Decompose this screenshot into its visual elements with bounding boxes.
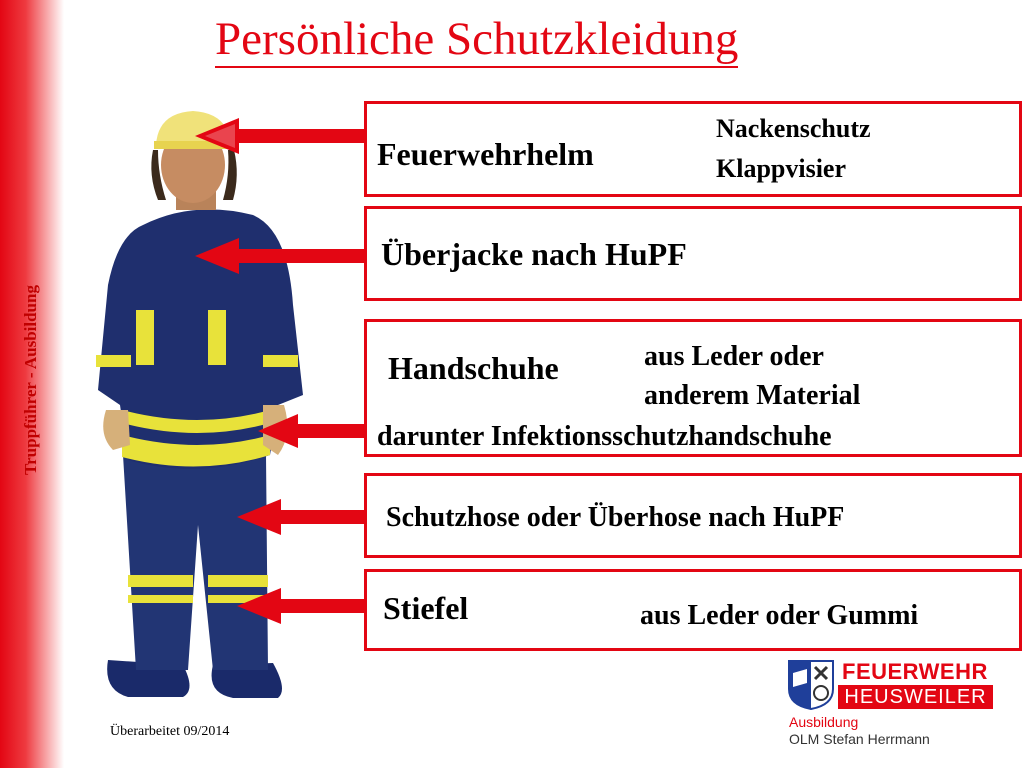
- item-detail-gloves-1: aus Leder oder: [644, 341, 824, 372]
- logo-line4: OLM Stefan Herrmann: [789, 731, 930, 747]
- logo-block: [787, 659, 997, 749]
- item-box-helmet: [364, 101, 1022, 197]
- item-label-helmet: Feuerwehrhelm: [377, 136, 594, 172]
- item-box-jacket: [364, 206, 1022, 301]
- item-detail-gloves-2: anderem Material: [644, 380, 861, 411]
- page-title: Persönliche Schutzkleidung: [215, 14, 738, 68]
- arrow-gloves: [258, 414, 368, 448]
- item-box-boots: [364, 569, 1022, 651]
- item-detail-helmet-2: Klappvisier: [716, 154, 847, 183]
- arrow-boots: [237, 588, 367, 624]
- footer-revision: Überarbeitet 09/2014: [110, 724, 230, 739]
- logo-line1: FEUERWEHR: [842, 659, 988, 684]
- logo-line2: HEUSWEILER: [838, 685, 993, 709]
- item-note-gloves: darunter Infektionsschutzhandschuhe: [377, 421, 832, 452]
- arrow-helmet: [195, 118, 367, 154]
- arrow-jacket: [195, 238, 367, 274]
- item-label-jacket: Überjacke nach HuPF: [381, 236, 687, 272]
- sidebar-label: Truppführer - Ausbildung: [21, 285, 40, 475]
- red-sidebar: [0, 0, 64, 768]
- item-detail-boots: aus Leder oder Gummi: [640, 600, 919, 631]
- item-detail-helmet-1: Nackenschutz: [716, 114, 871, 143]
- item-box-gloves: [364, 319, 1022, 457]
- arrow-trousers: [237, 499, 367, 535]
- logo-line3: Ausbildung: [789, 714, 859, 730]
- item-label-boots: Stiefel: [383, 590, 469, 626]
- item-label-trousers: Schutzhose oder Überhose nach HuPF: [386, 502, 845, 533]
- item-label-gloves: Handschuhe: [388, 350, 559, 386]
- item-box-trousers: [364, 473, 1022, 558]
- coat-of-arms-icon: [787, 659, 835, 711]
